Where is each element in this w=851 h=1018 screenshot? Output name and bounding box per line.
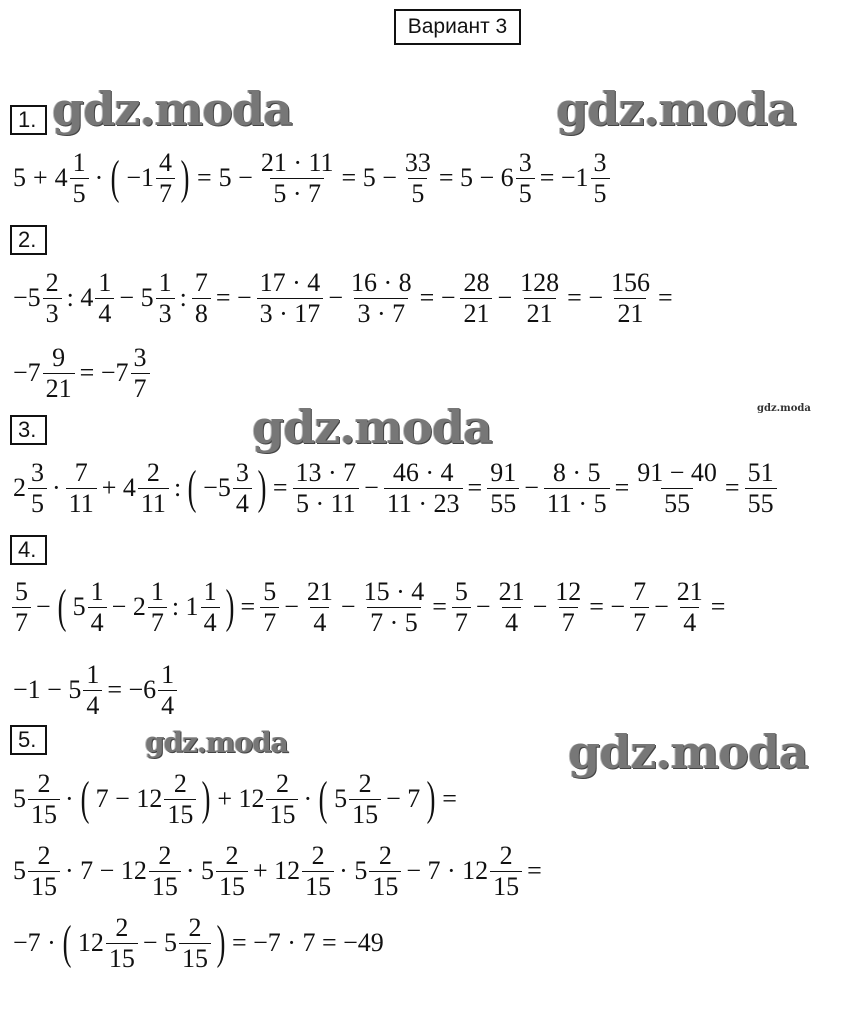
term: : bbox=[173, 473, 182, 502]
term: : 1 bbox=[171, 592, 199, 621]
fraction bbox=[66, 458, 97, 519]
fraction bbox=[106, 913, 138, 974]
fraction bbox=[201, 577, 220, 638]
denominator: 7 bbox=[12, 607, 31, 638]
fraction bbox=[257, 268, 324, 329]
denominator: 8 bbox=[192, 298, 211, 329]
term: − bbox=[532, 592, 548, 621]
operator: + bbox=[33, 163, 48, 192]
denominator: 15 bbox=[149, 871, 181, 902]
fraction bbox=[70, 148, 89, 209]
term: · bbox=[65, 784, 74, 813]
denominator: 3 · 7 bbox=[354, 298, 408, 329]
fraction bbox=[487, 458, 519, 519]
term: − 5 bbox=[119, 283, 154, 312]
numerator: 91 − 40 bbox=[637, 457, 717, 487]
term: 5 bbox=[334, 784, 348, 813]
fraction bbox=[28, 841, 60, 902]
numerator: 46 · 4 bbox=[392, 457, 454, 487]
numerator: 3 bbox=[235, 457, 249, 487]
term: = bbox=[614, 473, 630, 502]
denominator: 5 bbox=[591, 178, 610, 209]
denominator: 11 bbox=[138, 488, 169, 519]
denominator: 15 bbox=[179, 943, 211, 974]
problem-number: 1. bbox=[10, 105, 47, 135]
term: 5 bbox=[72, 592, 86, 621]
term: − bbox=[497, 283, 513, 312]
term: − 7 bbox=[386, 784, 421, 813]
fraction bbox=[192, 268, 211, 329]
denominator: 3 bbox=[43, 298, 62, 329]
denominator: 4 bbox=[233, 488, 252, 519]
term: : bbox=[179, 283, 187, 312]
problem-5-line-1 bbox=[10, 764, 460, 834]
fraction bbox=[149, 841, 181, 902]
denominator: 5 bbox=[70, 178, 89, 209]
operator: · bbox=[94, 163, 104, 192]
fraction bbox=[384, 458, 463, 519]
fraction bbox=[517, 268, 562, 329]
denominator: 7 bbox=[260, 607, 279, 638]
numerator: 9 bbox=[52, 342, 66, 372]
denominator: 4 bbox=[680, 607, 699, 638]
problem-5-line-2 bbox=[10, 836, 545, 906]
problem-number: 3. bbox=[10, 415, 47, 445]
paren: ( bbox=[57, 580, 67, 633]
denominator: 7 bbox=[131, 373, 150, 404]
numerator: 1 bbox=[72, 147, 86, 177]
fraction bbox=[216, 841, 248, 902]
denominator: 15 bbox=[28, 799, 60, 830]
numerator: 1 bbox=[98, 267, 112, 297]
denominator: 55 bbox=[745, 488, 777, 519]
paren: ( bbox=[110, 151, 120, 204]
term: − bbox=[284, 592, 299, 621]
fraction bbox=[258, 148, 337, 209]
term: 5 bbox=[13, 163, 26, 192]
term: · 7 − 12 bbox=[65, 856, 147, 885]
term: = − bbox=[589, 592, 626, 621]
watermark: gdz.moda bbox=[568, 725, 808, 779]
term: = − bbox=[567, 283, 603, 312]
fraction bbox=[490, 841, 522, 902]
fraction bbox=[28, 769, 60, 830]
denominator: 15 bbox=[216, 871, 248, 902]
term: 7 − 12 bbox=[95, 784, 163, 813]
denominator: 15 bbox=[28, 871, 60, 902]
fraction bbox=[591, 148, 610, 209]
term: −7 · bbox=[13, 928, 56, 957]
denominator: 15 bbox=[266, 799, 298, 830]
fraction bbox=[302, 841, 334, 902]
numerator: 51 bbox=[747, 457, 774, 487]
denominator: 21 bbox=[524, 298, 556, 329]
term: = bbox=[527, 856, 542, 885]
denominator: 7 bbox=[452, 607, 471, 638]
denominator: 4 bbox=[88, 607, 107, 638]
watermark: gdz.moda bbox=[145, 726, 288, 759]
denominator: 4 bbox=[502, 607, 521, 638]
fraction bbox=[348, 268, 415, 329]
term: 2 bbox=[13, 473, 26, 502]
watermark: gdz.moda bbox=[52, 82, 292, 136]
problem-4-line-1 bbox=[10, 572, 728, 642]
fraction bbox=[179, 913, 211, 974]
term: = −6 bbox=[107, 675, 157, 704]
numerator: 156 bbox=[610, 267, 650, 297]
term: 5 − bbox=[218, 163, 253, 192]
denominator: 5 bbox=[28, 488, 47, 519]
term: − bbox=[36, 592, 51, 621]
fraction bbox=[131, 343, 150, 404]
term: + 4 bbox=[101, 473, 136, 502]
term: −1 bbox=[126, 163, 154, 192]
numerator: 3 bbox=[133, 342, 147, 372]
fraction bbox=[43, 343, 75, 404]
denominator: 5 · 11 bbox=[293, 488, 359, 519]
numerator: 2 bbox=[311, 840, 325, 870]
numerator: 21 bbox=[498, 576, 525, 606]
paren: ) bbox=[180, 151, 190, 204]
paren: ) bbox=[225, 580, 234, 633]
denominator: 4 bbox=[95, 298, 114, 329]
variant-title: Вариант 3 bbox=[394, 9, 521, 45]
term: 5 bbox=[13, 784, 26, 813]
numerator: 128 bbox=[520, 267, 560, 297]
fraction bbox=[496, 577, 528, 638]
term: = −7 · 7 = −49 bbox=[231, 928, 384, 957]
numerator: 33 bbox=[404, 147, 431, 177]
term: · bbox=[52, 473, 61, 502]
denominator: 7 bbox=[148, 607, 167, 638]
problem-2-line-2 bbox=[10, 338, 152, 408]
term: − bbox=[340, 592, 356, 621]
term: = bbox=[710, 592, 726, 621]
denominator: 11 · 5 bbox=[544, 488, 610, 519]
term: − 5 bbox=[142, 928, 177, 957]
numerator: 1 bbox=[150, 576, 164, 606]
fraction bbox=[148, 577, 167, 638]
term: −5 bbox=[203, 473, 231, 502]
term: − bbox=[364, 473, 379, 502]
problem-4-line-2 bbox=[10, 655, 179, 725]
term: −5 bbox=[13, 283, 41, 312]
fraction bbox=[164, 769, 196, 830]
watermark: gdz.moda bbox=[757, 403, 811, 414]
numerator: 16 · 8 bbox=[350, 267, 412, 297]
numerator: 2 bbox=[499, 840, 513, 870]
numerator: 3 bbox=[593, 147, 607, 177]
denominator: 7 · 5 bbox=[367, 607, 421, 638]
paren: ) bbox=[201, 772, 211, 825]
denominator: 5 · 7 bbox=[270, 178, 324, 209]
fraction bbox=[674, 577, 706, 638]
denominator: 15 bbox=[369, 871, 401, 902]
term: − 7 · 12 bbox=[406, 856, 489, 885]
watermark: gdz.moda bbox=[252, 400, 492, 454]
term: −1 − 5 bbox=[13, 675, 82, 704]
term: = bbox=[467, 473, 483, 502]
problem-number: 5. bbox=[10, 725, 47, 755]
term: 4 bbox=[54, 163, 68, 192]
term: − bbox=[654, 592, 669, 621]
term: : 4 bbox=[66, 283, 94, 312]
denominator: 3 · 17 bbox=[257, 298, 324, 329]
numerator: 5 bbox=[15, 576, 28, 606]
denominator: 7 bbox=[156, 178, 175, 209]
fraction bbox=[369, 841, 401, 902]
problem-5-line-3 bbox=[10, 908, 387, 978]
denominator: 4 bbox=[83, 690, 102, 721]
denominator: 4 bbox=[310, 607, 329, 638]
numerator: 28 bbox=[463, 267, 490, 297]
fraction bbox=[28, 458, 47, 519]
term: = bbox=[240, 592, 256, 621]
term: − 2 bbox=[111, 592, 146, 621]
denominator: 11 · 23 bbox=[384, 488, 463, 519]
fraction bbox=[292, 458, 359, 519]
denominator: 4 bbox=[158, 690, 177, 721]
numerator: 2 bbox=[225, 840, 239, 870]
term: = − bbox=[419, 283, 456, 312]
term: −7 bbox=[13, 358, 41, 387]
denominator: 15 bbox=[106, 943, 138, 974]
denominator: 21 bbox=[43, 373, 75, 404]
fraction bbox=[630, 577, 649, 638]
paren: ) bbox=[257, 461, 267, 514]
term: 5 bbox=[13, 856, 26, 885]
numerator: 91 bbox=[490, 457, 517, 487]
watermark: gdz.moda bbox=[556, 82, 796, 136]
fraction bbox=[83, 660, 102, 721]
fraction bbox=[156, 268, 175, 329]
numerator: 2 bbox=[173, 768, 187, 798]
term: = bbox=[272, 473, 288, 502]
numerator: 5 bbox=[263, 576, 277, 606]
term: = − bbox=[215, 283, 252, 312]
term: − bbox=[524, 473, 539, 502]
numerator: 2 bbox=[146, 457, 160, 487]
fraction bbox=[43, 268, 62, 329]
numerator: 1 bbox=[161, 659, 175, 689]
fraction bbox=[361, 577, 428, 638]
problem-3-line-1 bbox=[10, 453, 779, 523]
denominator: 11 bbox=[66, 488, 97, 519]
fraction bbox=[349, 769, 381, 830]
fraction bbox=[402, 148, 434, 209]
problem-number: 4. bbox=[10, 535, 47, 565]
denominator: 15 bbox=[302, 871, 334, 902]
denominator: 21 bbox=[460, 298, 492, 329]
numerator: 21 bbox=[676, 576, 703, 606]
term: = −1 bbox=[539, 163, 589, 192]
problem-2-line-1 bbox=[10, 263, 676, 333]
fraction bbox=[138, 458, 169, 519]
numerator: 2 bbox=[37, 840, 51, 870]
fraction bbox=[156, 148, 175, 209]
denominator: 5 bbox=[516, 178, 535, 209]
fraction bbox=[516, 148, 535, 209]
term: = bbox=[724, 473, 740, 502]
paren: ) bbox=[426, 772, 436, 825]
numerator: 13 · 7 bbox=[295, 457, 357, 487]
paren: ) bbox=[216, 916, 226, 969]
term: = bbox=[657, 283, 673, 312]
fraction bbox=[158, 660, 177, 721]
numerator: 17 · 4 bbox=[259, 267, 321, 297]
numerator: 2 bbox=[275, 768, 289, 798]
denominator: 15 bbox=[164, 799, 196, 830]
term: = 5 − bbox=[341, 163, 397, 192]
term: · 5 bbox=[339, 856, 368, 885]
denominator: 21 bbox=[614, 298, 646, 329]
term: = bbox=[432, 592, 447, 621]
denominator: 7 bbox=[559, 607, 578, 638]
term: · bbox=[303, 784, 313, 813]
numerator: 21 bbox=[306, 576, 333, 606]
paren: ( bbox=[187, 461, 197, 514]
term: 12 bbox=[77, 928, 104, 957]
term: + 12 bbox=[253, 856, 301, 885]
numerator: 2 bbox=[37, 768, 51, 798]
denominator: 4 bbox=[201, 607, 220, 638]
denominator: 55 bbox=[661, 488, 693, 519]
fraction bbox=[552, 577, 584, 638]
term: + 12 bbox=[217, 784, 265, 813]
fraction bbox=[95, 268, 114, 329]
numerator: 2 bbox=[358, 768, 372, 798]
numerator: 2 bbox=[188, 912, 202, 942]
numerator: 4 bbox=[159, 147, 172, 177]
denominator: 15 bbox=[349, 799, 381, 830]
numerator: 8 · 5 bbox=[552, 457, 601, 487]
numerator: 1 bbox=[86, 659, 100, 689]
numerator: 21 · 11 bbox=[260, 147, 334, 177]
operator: = bbox=[196, 163, 212, 192]
fraction bbox=[452, 577, 471, 638]
numerator: 3 bbox=[31, 457, 44, 487]
fraction bbox=[88, 577, 107, 638]
paren: ( bbox=[80, 772, 90, 825]
problem-number: 2. bbox=[10, 225, 47, 255]
numerator: 7 bbox=[74, 457, 88, 487]
problem-1-line bbox=[10, 143, 612, 213]
numerator: 2 bbox=[115, 912, 129, 942]
numerator: 3 bbox=[518, 147, 532, 177]
numerator: 1 bbox=[90, 576, 104, 606]
numerator: 2 bbox=[158, 840, 172, 870]
fraction bbox=[304, 577, 336, 638]
denominator: 5 bbox=[408, 178, 427, 209]
numerator: 12 bbox=[555, 576, 582, 606]
fraction bbox=[608, 268, 653, 329]
numerator: 7 bbox=[194, 267, 208, 297]
denominator: 15 bbox=[490, 871, 522, 902]
fraction bbox=[634, 458, 720, 519]
fraction bbox=[460, 268, 492, 329]
fraction bbox=[12, 577, 31, 638]
fraction bbox=[260, 577, 279, 638]
denominator: 55 bbox=[487, 488, 519, 519]
numerator: 1 bbox=[158, 267, 172, 297]
denominator: 7 bbox=[630, 607, 649, 638]
term: = 5 − 6 bbox=[438, 163, 514, 192]
denominator: 3 bbox=[156, 298, 175, 329]
fraction bbox=[745, 458, 777, 519]
numerator: 5 bbox=[454, 576, 468, 606]
fraction bbox=[266, 769, 298, 830]
term: − bbox=[328, 283, 343, 312]
numerator: 1 bbox=[203, 576, 217, 606]
paren: ( bbox=[62, 916, 72, 969]
term: · 5 bbox=[185, 856, 214, 885]
term: = −7 bbox=[79, 358, 129, 387]
numerator: 7 bbox=[633, 576, 647, 606]
term: − bbox=[475, 592, 491, 621]
numerator: 2 bbox=[378, 840, 392, 870]
fraction bbox=[233, 458, 252, 519]
numerator: 2 bbox=[45, 267, 59, 297]
numerator: 15 · 4 bbox=[363, 576, 425, 606]
fraction bbox=[544, 458, 610, 519]
term: = bbox=[442, 784, 457, 813]
paren: ( bbox=[318, 772, 328, 825]
